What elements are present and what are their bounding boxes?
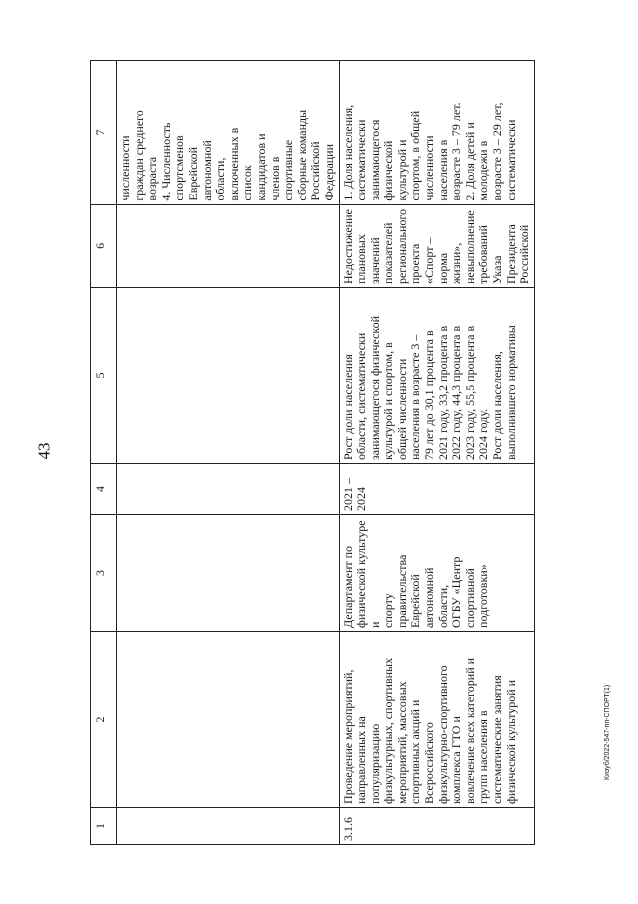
header-cell: 2 [91,631,117,807]
executor-text: Департамент по физической культуре и спорту правительства Еврейской автономной области, ОГБУ «Центр спортивной подготовки» [340,520,491,628]
header-cell: 4 [91,464,117,515]
header-cell: 7 [91,61,117,205]
table-cell-measure [339,631,535,807]
rotated-table-container [90,60,535,845]
indicators-continuation-text: численности граждан среднего возраста 4. Численность спортсменов Еврейской автономной области, включенных в список кандидатов и членов в спортивные сборные команды Российской Федерации [118,109,336,201]
measures-table [90,60,535,845]
table-row-3-1-6 [339,61,535,845]
table-cell [117,288,340,464]
table-cell [117,204,340,287]
table-cell-period [339,464,535,515]
footer-code-text: Кизуб/2022-547-пп-СПОРТ(1) [604,684,611,780]
table-row-continuation [117,61,340,845]
header-cell: 1 [91,807,117,844]
table-header-row [91,61,117,845]
table-cell [117,807,340,844]
page-number: 43 [34,442,54,460]
header-cell: 6 [91,204,117,287]
table-cell-executor [339,514,535,631]
table-cell [117,631,340,807]
expected-result-text: Рост доли населения области, систематически занимающегося физической культурой и спортом, в общей численности населения в возрасте 3 – 79 лет до 30,1 процента в 2021 году, 33,2 процента в 2022 году, 44,3 процента в 2023 году, 55,5 процента в 2024 году. Рост доли населения, выполнившего нормативы [340,315,518,461]
measure-number: 3.1.6 [340,817,355,841]
table-cell-result [339,288,535,464]
table-cell-consequences [339,204,535,287]
consequences-text: Недостижение плановых значений показателей регионального проекта «Спорт – норма жизни», невыполнение требований Указа Президента Российской [340,208,532,285]
table-cell-indicators [117,61,340,205]
indicators-text: 1. Доля населения, систематически занимающегося физической культурой и спортом, в общей численности населения в возрасте 3 – 79 лет. 2. Доля детей и молодежи в возрасте 3 – 29 лет, систематически [340,102,518,201]
table-cell [117,514,340,631]
table-cell-number [339,807,535,844]
table-cell [117,464,340,515]
period-text: 2021 – 2024 [340,477,369,511]
header-cell: 5 [91,288,117,464]
measure-description: Проведение мероприятий, направленных на популяризацию физкультурных, спортивных мероприятий, массовых спортивных акций и Всероссийского физкультурно-спортивного комплекса ГТО и вовлечение всех категорий и групп населения в систематические занятия физической культурой и [340,657,518,804]
table-cell-indicators [339,61,535,205]
header-cell: 3 [91,514,117,631]
